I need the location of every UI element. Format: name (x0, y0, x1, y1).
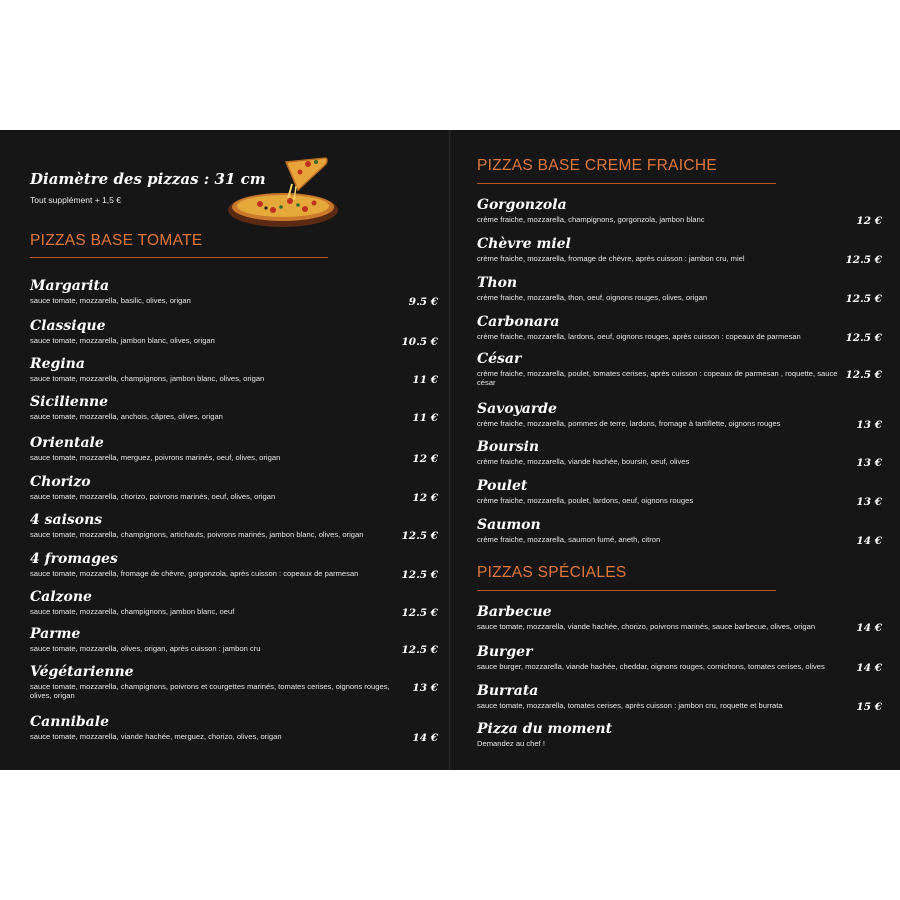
item-price: 14 € (856, 622, 882, 634)
item-name: Regina (30, 356, 85, 372)
item-price: 11 € (412, 374, 438, 386)
item-price: 12.5 € (401, 644, 438, 656)
item-description: crème fraiche, mozzarella, poulet, lardons, oeuf, oignons rouges (477, 496, 694, 505)
menu-item (30, 278, 438, 308)
item-name: Burger (477, 644, 533, 660)
item-price: 12 € (412, 453, 438, 465)
section-rule (30, 257, 328, 258)
item-description: crème fraiche, mozzarella, saumon fumé, aneth, citron (477, 535, 661, 544)
item-name: Saumon (477, 517, 541, 533)
item-description: crème fraiche, mozzarella, pommes de terre, lardons, fromage à tartiflette, oignons rouges (477, 419, 781, 428)
left-column (0, 130, 449, 770)
item-description: sauce tomate, mozzarella, anchois, câpres, olives, origan (30, 412, 223, 421)
menu-item (30, 435, 438, 465)
menu-item (30, 589, 438, 619)
item-description: Demandez au chef ! (477, 739, 545, 748)
section-rule (477, 590, 776, 591)
item-description: sauce tomate, mozzarella, merguez, poivrons marinés, oeuf, olives, origan (30, 453, 281, 462)
item-description: crème fraiche, mozzarella, poulet, tomates cerises, après cuisson : copeaux de parmesan , roquette, sauce césar (477, 369, 838, 387)
item-name: Savoyarde (477, 401, 557, 417)
item-price: 12.5 € (845, 293, 882, 305)
menu-item (30, 356, 438, 386)
item-price: 12.5 € (401, 530, 438, 542)
item-name: 4 saisons (30, 512, 103, 528)
item-description: sauce tomate, mozzarella, basilic, olives, origan (30, 296, 191, 305)
pizza-icon (228, 154, 344, 232)
item-description: sauce tomate, mozzarella, champignons, poivrons et courgettes marinés, tomates cerises, oignons rouges, olives, origan (30, 682, 390, 700)
pizza-diameter: Diamètre des pizzas : 31 cm (30, 170, 266, 188)
menu-item (30, 474, 438, 504)
item-name: Végétarienne (30, 664, 134, 680)
item-price: 15 € (856, 701, 882, 713)
section-title-tomate: PIZZAS BASE TOMATE (30, 232, 203, 249)
item-name: Burrata (477, 683, 539, 699)
menu-item (477, 314, 882, 344)
item-description: crème fraiche, mozzarella, lardons, oeuf, oignons rouges, après cuisson : copeaux de parmesan (477, 332, 801, 341)
item-name: Thon (477, 275, 518, 291)
menu-item (30, 714, 438, 744)
menu-item (477, 604, 882, 634)
item-price: 13 € (856, 496, 882, 508)
menu-item (30, 551, 438, 581)
menu-item (477, 478, 882, 508)
item-description: sauce tomate, mozzarella, viande hachée, merguez, chorizo, olives, origan (30, 732, 282, 741)
menu-item (30, 318, 438, 348)
item-price: 10.5 € (401, 336, 438, 348)
item-description: sauce tomate, mozzarella, chorizo, poivrons marinés, oeuf, olives, origan (30, 492, 276, 501)
item-name: Margarita (30, 278, 110, 294)
item-price: 12.5 € (845, 254, 882, 266)
item-description: sauce tomate, mozzarella, champignons, jambon blanc, oeuf (30, 607, 235, 616)
item-name: 4 fromages (30, 551, 118, 567)
item-name: Carbonara (477, 314, 560, 330)
item-description: crème fraiche, mozzarella, thon, oeuf, oignons rouges, olives, origan (477, 293, 708, 302)
section-rule (477, 183, 776, 184)
menu-item (477, 197, 882, 227)
item-description: sauce burger, mozzarella, viande hachée, cheddar, oignons rouges, cornichons, tomates cerises, olives (477, 662, 825, 671)
menu-item (30, 394, 438, 424)
item-name: Chorizo (30, 474, 91, 490)
item-description: crème fraiche, mozzarella, champignons, gorgonzola, jambon blanc (477, 215, 705, 224)
menu-item (30, 512, 438, 542)
menu-item (477, 401, 882, 431)
item-description: sauce tomate, mozzarella, viande hachée, chorizo, poivrons marinés, sauce barbecue, olives, origan (477, 622, 816, 631)
menu-item (477, 517, 882, 547)
item-price: 12 € (856, 215, 882, 227)
menu-item (477, 683, 882, 713)
item-price: 12.5 € (401, 607, 438, 619)
item-price: 13 € (856, 419, 882, 431)
item-name: Classique (30, 318, 106, 334)
menu-item (477, 644, 882, 674)
item-name: Cannibale (30, 714, 109, 730)
item-name: Chèvre miel (477, 236, 571, 252)
item-name: César (477, 351, 522, 367)
item-name: Calzone (30, 589, 92, 605)
item-name: Pizza du moment (477, 721, 613, 737)
item-name: Orientale (30, 435, 104, 451)
section-title-creme: PIZZAS BASE CREME FRAICHE (477, 157, 718, 174)
item-name: Sicilienne (30, 394, 109, 410)
item-description: sauce tomate, mozzarella, champignons, artichauts, poivrons marinés, jambon blanc, olives, origan (30, 530, 364, 539)
item-price: 13 € (856, 457, 882, 469)
item-description: sauce tomate, mozzarella, champignons, jambon blanc, olives, origan (30, 374, 265, 383)
item-price: 14 € (856, 662, 882, 674)
item-description: sauce tomate, mozzarella, fromage de chèvre, gorgonzola, après cuisson : copeaux de parmesan (30, 569, 359, 578)
item-name: Barbecue (477, 604, 552, 620)
item-price: 9.5 € (408, 296, 438, 308)
section-title-speciales: PIZZAS SPÉCIALES (477, 564, 627, 581)
item-price: 14 € (412, 732, 438, 744)
item-price: 12 € (412, 492, 438, 504)
item-price: 12.5 € (845, 332, 882, 344)
menu-item (30, 626, 438, 656)
menu-item (477, 275, 882, 305)
menu-item (30, 664, 438, 700)
item-name: Gorgonzola (477, 197, 567, 213)
menu-item (477, 236, 882, 266)
item-price: 11 € (412, 412, 438, 424)
item-description: sauce tomate, mozzarella, tomates cerises, après cuisson : jambon cru, roquette et burrata (477, 701, 783, 710)
item-price: 12.5 € (845, 369, 882, 381)
item-price: 13 € (412, 682, 438, 694)
menu-sheet (0, 130, 900, 770)
item-description: sauce tomate, mozzarella, olives, origan, après cuisson : jambon cru (30, 644, 261, 653)
menu-item (477, 351, 882, 387)
menu-item (477, 721, 882, 748)
supplement-note: Tout supplément + 1,5 € (30, 195, 121, 205)
right-column (450, 130, 900, 770)
item-name: Parme (30, 626, 81, 642)
item-price: 12.5 € (401, 569, 438, 581)
menu-item (477, 439, 882, 469)
item-description: sauce tomate, mozzarella, jambon blanc, olives, origan (30, 336, 215, 345)
item-name: Boursin (477, 439, 540, 455)
item-description: crème fraiche, mozzarella, fromage de chèvre, après cuisson : jambon cru, miel (477, 254, 745, 263)
item-description: crème fraiche, mozzarella, viande hachée, boursin, oeuf, olives (477, 457, 690, 466)
item-price: 14 € (856, 535, 882, 547)
item-name: Poulet (477, 478, 528, 494)
